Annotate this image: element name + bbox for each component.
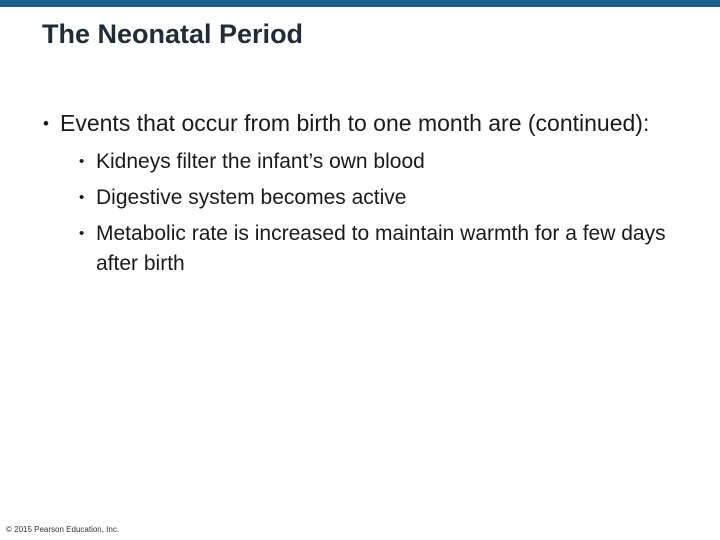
bullet-text: Events that occur from birth to one month are (continued): xyxy=(60,110,650,136)
sub-bullet-item: • Kidneys filter the infant’s own blood xyxy=(79,147,681,177)
top-accent-bar xyxy=(0,0,720,7)
sub-bullet-list xyxy=(79,147,683,279)
sub-bullet-item: • Metabolic rate is increased to maintain warmth for a few days after birth xyxy=(79,219,681,279)
bullet-item xyxy=(43,108,683,279)
bullet-list xyxy=(43,108,683,285)
copyright-footer: © 2015 Pearson Education, Inc. xyxy=(6,525,120,534)
slide-title: The Neonatal Period xyxy=(42,19,304,49)
sub-bullet-item: • Digestive system becomes active xyxy=(79,183,681,213)
